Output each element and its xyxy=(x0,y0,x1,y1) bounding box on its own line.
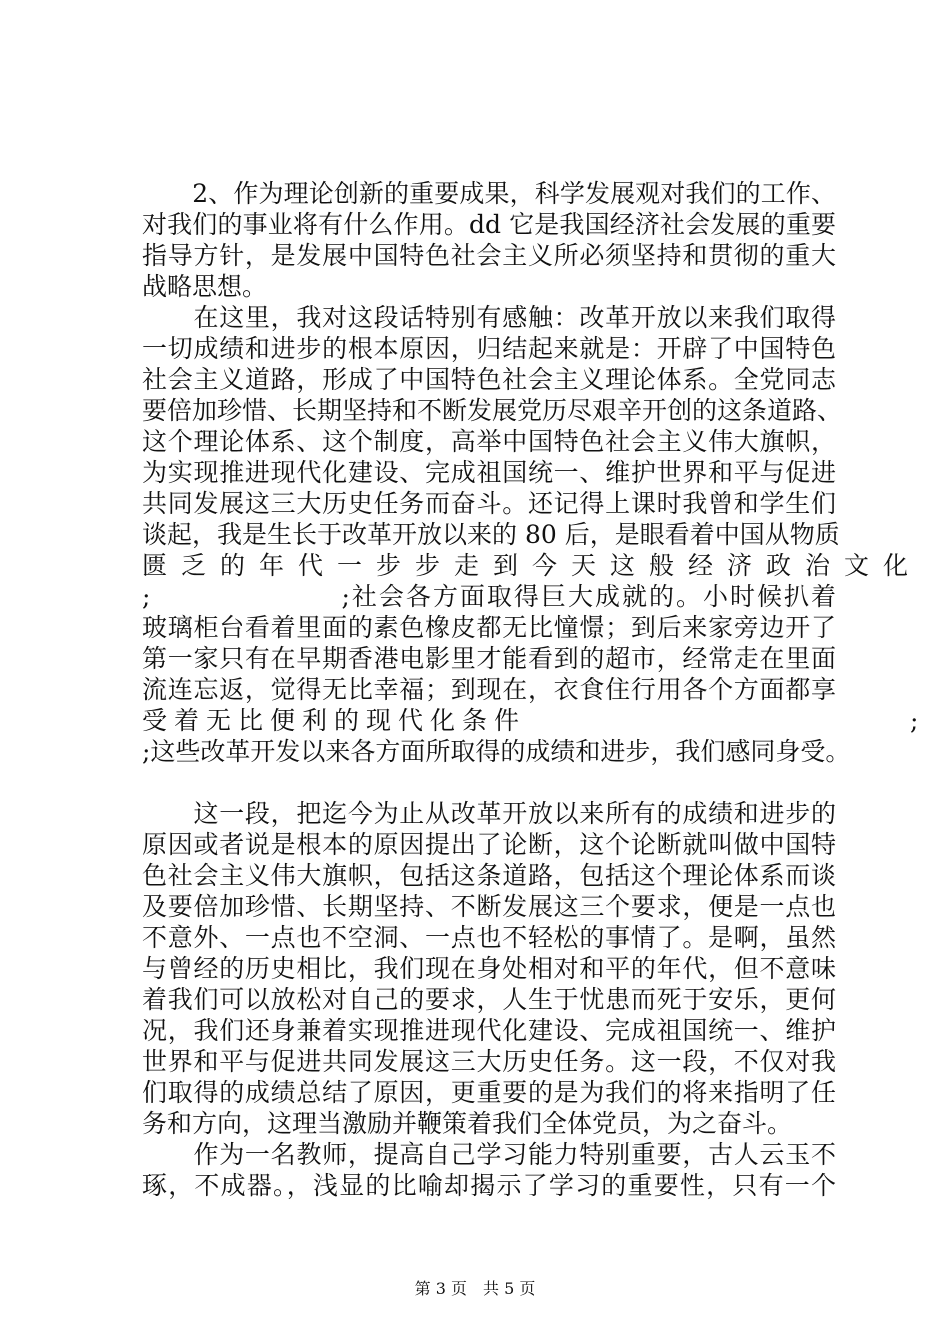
text-line: 这个理论体系、这个制度，高举中国特色社会主义伟大旗帜， xyxy=(142,427,836,456)
text-line: 作为一名教师，提高自己学习能力特别重要，古人云玉不 xyxy=(142,1140,836,1169)
text-line: 流连忘返，觉得无比幸福；到现在，衣食住行用各个方面都享 xyxy=(142,675,836,704)
text-line: 原因或者说是根本的原因提出了论断，这个论断就叫做中国特 xyxy=(142,830,836,859)
page-number-footer: 第 3 页 共 5 页 xyxy=(414,1279,536,1298)
paragraph xyxy=(142,178,836,302)
text-line: 这一段，把迄今为止从改革开放以来所有的成绩和进步的 xyxy=(142,799,836,828)
text-line: 受着无比便利的现代化条件 ; xyxy=(142,706,926,735)
text-line: 玻璃柜台看着里面的素色橡皮都无比憧憬；到后来家旁边开了 xyxy=(142,613,836,642)
paragraph xyxy=(142,798,836,1139)
text-line: 务和方向，这理当激励并鞭策着我们全体党员，为之奋斗。 xyxy=(142,1109,793,1138)
text-line: 与曾经的历史相比，我们现在身处相对和平的年代，但不意味 xyxy=(142,954,836,983)
text-line: 及要倍加珍惜、长期坚持、不断发展这三个要求，便是一点也 xyxy=(142,892,836,921)
paragraph xyxy=(142,1139,836,1201)
text-line: 为实现推进现代化建设、完成祖国统一、维护世界和平与促进 xyxy=(142,458,836,487)
text-line: 指导方针，是发展中国特色社会主义所必须坚持和贯彻的重大 xyxy=(142,241,836,270)
text-line: 谈起，我是生长于改革开放以来的 80 后，是眼看着中国从物质 xyxy=(142,520,840,549)
text-line: 战略思想。 xyxy=(142,272,268,301)
text-line: 匮乏的年代一步步走到今天这般经济政治文化 xyxy=(142,551,923,580)
text-line: 世界和平与促进共同发展这三大历史任务。这一段，不仅对我 xyxy=(142,1047,836,1076)
text-line: 要倍加珍惜、长期坚持和不断发展党历尽艰辛开创的这条道路、 xyxy=(142,396,843,425)
text-line: 共同发展这三大历史任务而奋斗。还记得上课时我曾和学生们 xyxy=(142,489,836,518)
paragraph xyxy=(142,302,926,767)
document-body xyxy=(142,178,926,1201)
text-line: 琢，不成器。，浅显的比喻却揭示了学习的重要性，只有一个 xyxy=(142,1171,836,1200)
text-line: 况，我们还身兼着实现推进现代化建设、完成祖国统一、维护 xyxy=(142,1016,836,1045)
text-line: 2、作为理论创新的重要成果，科学发展观对我们的工作、 xyxy=(142,179,836,208)
text-line: 们取得的成绩总结了原因，更重要的是为我们的将来指明了任 xyxy=(142,1078,836,1107)
text-line: 色社会主义伟大旗帜，包括这条道路，包括这个理论体系而谈 xyxy=(142,861,836,890)
text-line: 对我们的事业将有什么作用。dd 它是我国经济社会发展的重要 xyxy=(142,210,836,239)
text-line: 第一家只有在早期香港电影里才能看到的超市，经常走在里面 xyxy=(142,644,836,673)
text-line: 着我们可以放松对自己的要求，人生于忧患而死于安乐，更何 xyxy=(142,985,836,1014)
text-line: ; ;社会各方面取得巨大成就的。小时候扒着 xyxy=(142,582,836,611)
text-line: 社会主义道路，形成了中国特色社会主义理论体系。全党同志 xyxy=(142,365,836,394)
text-line: 不意外、一点也不空洞、一点也不轻松的事情了。是啊，虽然 xyxy=(142,923,836,952)
text-line: ;这些改革开发以来各方面所取得的成绩和进步，我们感同身受。 xyxy=(142,737,851,766)
text-line: 在这里，我对这段话特别有感触：改革开放以来我们取得 xyxy=(142,303,836,332)
text-line: 一切成绩和进步的根本原因，归结起来就是：开辟了中国特色 xyxy=(142,334,836,363)
paragraph-gap xyxy=(142,767,836,798)
